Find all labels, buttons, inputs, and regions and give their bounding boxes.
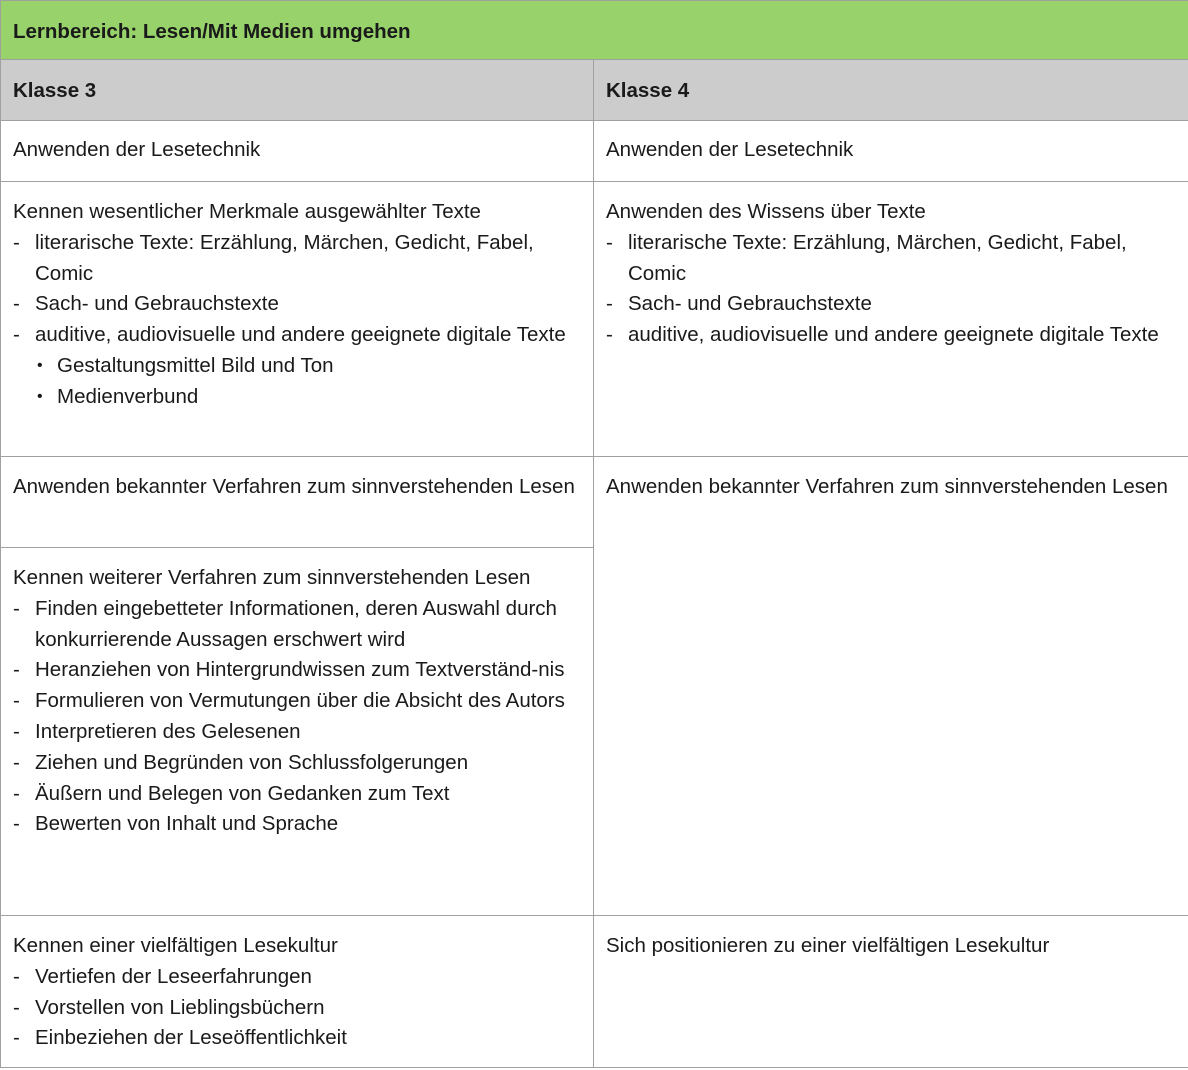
list-item: - Vorstellen von Lieblingsbüchern xyxy=(13,995,325,1019)
list-item: - Sach- und Gebrauchstexte xyxy=(13,292,279,316)
cell-heading: Anwenden des Wissens über Texte xyxy=(606,200,926,223)
cell-lesetechnik-klasse-4: Anwenden der Lesetechnik xyxy=(594,121,1188,182)
list-item: - literarische Texte: Erzählung, Märchen, Gedicht, Fabel, Comic xyxy=(13,230,534,285)
sub-item-list xyxy=(35,351,581,413)
cell-verfahren-weitere-klasse-3 xyxy=(1,548,594,916)
list-item: - Interpretieren des Gelesenen xyxy=(13,719,301,743)
list-item: - Äußern und Belegen von Gedanken zum Text xyxy=(13,781,450,805)
table-row xyxy=(1,182,1188,457)
item-list xyxy=(13,228,581,413)
cell-heading: Kennen einer vielfältigen Lesekultur xyxy=(13,934,338,957)
column-header-klasse-3: Klasse 3 xyxy=(1,60,594,121)
item-list xyxy=(13,594,581,840)
cell-texte-klasse-3 xyxy=(1,182,594,457)
list-item: - auditive, audiovisuelle und andere geeignete digitale Texte • Gestaltungsmittel Bild und Ton • Medienverbund xyxy=(13,320,581,412)
column-header-klasse-4: Klasse 4 xyxy=(594,60,1188,121)
item-list xyxy=(13,962,581,1054)
cell-texte-klasse-4 xyxy=(594,182,1188,457)
table-title: Lernbereich: Lesen/Mit Medien umgehen xyxy=(1,1,1188,60)
list-item: - Bewerten von Inhalt und Sprache xyxy=(13,812,339,836)
sub-list-item: • Gestaltungsmittel Bild und Ton xyxy=(37,353,334,377)
sub-list-item: • Medienverbund xyxy=(37,384,199,408)
list-item: - Vertiefen der Leseerfahrungen xyxy=(13,964,312,988)
cell-lesetechnik-klasse-3: Anwenden der Lesetechnik xyxy=(1,121,594,182)
table-row xyxy=(1,121,1188,182)
list-item: - Sach- und Gebrauchstexte xyxy=(606,292,872,316)
list-item: - literarische Texte: Erzählung, Märchen, Gedicht, Fabel, Comic xyxy=(606,230,1127,285)
cell-verfahren-bekannt-klasse-3: Anwenden bekannter Verfahren zum sinnverstehenden Lesen xyxy=(1,457,594,548)
item-list xyxy=(606,228,1176,351)
cell-heading: Kennen wesentlicher Merkmale ausgewählter Texte xyxy=(13,200,481,223)
table-row xyxy=(1,457,1188,548)
table-row xyxy=(1,916,1188,1068)
list-item: - Finden eingebetteter Informationen, deren Auswahl durch konkurrierende Aussagen erschwert wird xyxy=(13,596,557,651)
cell-heading: Kennen weiterer Verfahren zum sinnverstehenden Lesen xyxy=(13,566,531,589)
cell-lesekultur-klasse-3 xyxy=(1,916,594,1068)
list-item: - Einbeziehen der Leseöffentlichkeit xyxy=(13,1026,347,1050)
list-item: - auditive, audiovisuelle und andere geeignete digitale Texte xyxy=(606,323,1159,347)
cell-verfahren-klasse-4: Anwenden bekannter Verfahren zum sinnverstehenden Lesen xyxy=(594,457,1188,916)
list-item: - Heranziehen von Hintergrundwissen zum Textverständ-nis xyxy=(13,658,565,682)
cell-lesekultur-klasse-4: Sich positionieren zu einer vielfältigen Lesekultur xyxy=(594,916,1188,1068)
list-item: - Formulieren von Vermutungen über die Absicht des Autors xyxy=(13,689,565,713)
list-item: - Ziehen und Begründen von Schlussfolgerungen xyxy=(13,750,469,774)
